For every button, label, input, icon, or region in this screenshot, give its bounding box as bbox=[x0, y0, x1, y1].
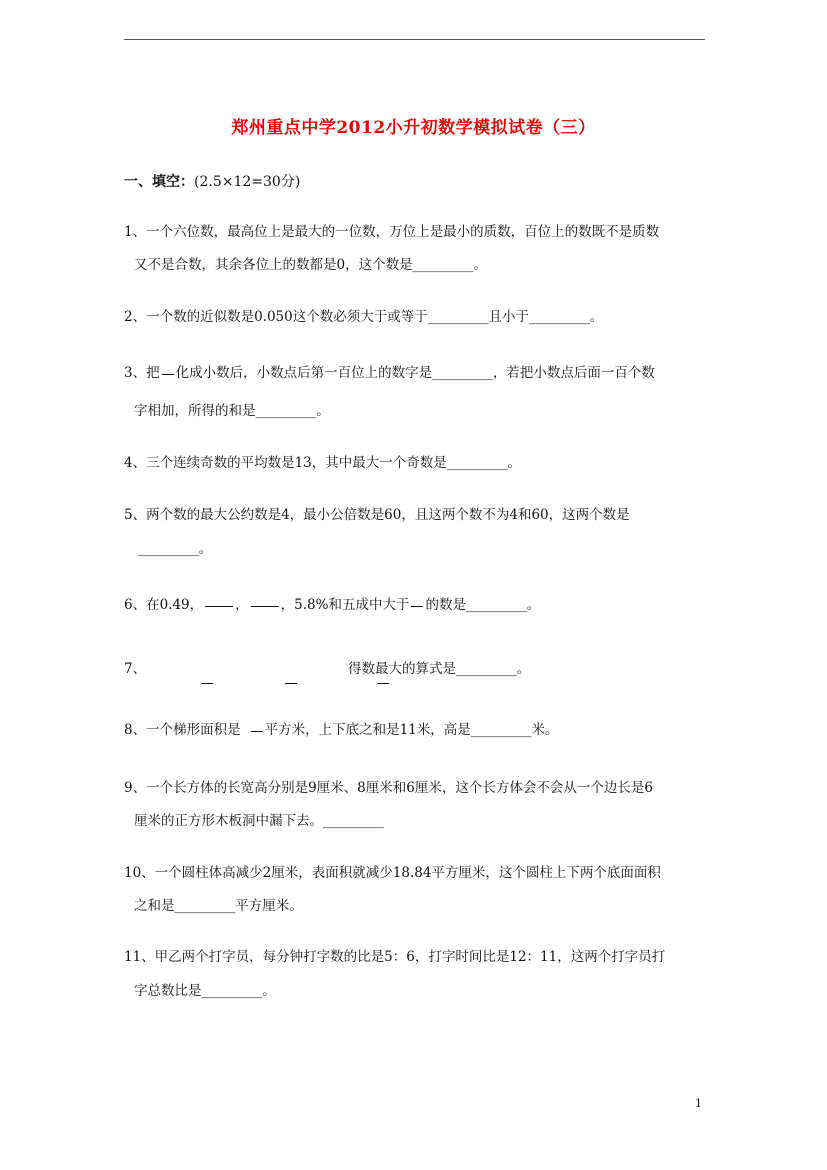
q6-part-c: ，5.8%和五成中大于 bbox=[280, 597, 410, 613]
question-11-line-1: 11、甲乙两个打字员，每分钟打字数的比是5：6，打字时间比是12：11，这两个打字员打 bbox=[124, 949, 666, 965]
page-title: 郑州重点中学2012小升初数学模拟试卷（三） bbox=[231, 118, 596, 138]
question-1-line-1: 1、一个六位数，最高位上是最大的一位数，万位上是最小的质数，百位上的数既不是质数 bbox=[124, 224, 660, 240]
question-11-line-2: 字总数比是_________。 bbox=[134, 983, 276, 999]
question-10-line-2: 之和是_________平方厘米。 bbox=[134, 898, 303, 914]
question-10-line-1: 10、一个圆柱体高减少2厘米，表面积就减少18.84平方厘米，这个圆柱上下两个底面面积 bbox=[124, 865, 661, 881]
question-5-line-2: _________。 bbox=[138, 541, 213, 557]
question-1-line-2: 又不是合数，其余各位上的数都是0，这个数是_________。 bbox=[134, 257, 487, 273]
q6-part-b: ， bbox=[235, 597, 249, 613]
section-heading bbox=[124, 171, 300, 191]
page-number: 1 bbox=[695, 1097, 702, 1110]
section-score: (2.5×12=30分) bbox=[194, 174, 301, 190]
question-5-line-1: 5、两个数的最大公约数是4，最小公倍数是60，且这两个数不为4和60，这两个数是 bbox=[124, 507, 630, 523]
fraction-blank bbox=[205, 599, 233, 607]
section-label: 一、填空： bbox=[124, 174, 194, 190]
question-3-line-1 bbox=[124, 364, 655, 382]
fraction-blank bbox=[201, 676, 213, 684]
fraction-blank bbox=[251, 724, 263, 732]
fraction-blank bbox=[162, 367, 174, 375]
question-7-label: 7、 bbox=[124, 661, 147, 677]
question-6 bbox=[124, 596, 540, 614]
q8-part-a: 8、一个梯形面积是 bbox=[124, 722, 241, 738]
question-7-text: 得数最大的算式是_________。 bbox=[348, 661, 531, 677]
question-4: 4、三个连续奇数的平均数是13，其中最大一个奇数是_________。 bbox=[124, 455, 522, 471]
question-9-line-2: 厘米的正方形木板洞中漏下去。_________ bbox=[134, 813, 384, 829]
fraction-blank bbox=[285, 676, 297, 684]
q6-part-a: 6、在0.49， bbox=[124, 597, 204, 613]
question-2: 2、一个数的近似数是0.050这个数必须大于或等于_________且小于_________。 bbox=[124, 309, 604, 325]
fraction-blank bbox=[411, 599, 423, 607]
q6-part-d: 的数是_________。 bbox=[425, 597, 541, 613]
question-3-line-2: 字相加，所得的和是_________。 bbox=[134, 403, 330, 419]
q3-part-a: 3、把 bbox=[124, 365, 160, 381]
q8-part-b: 平方米，上下底之和是11米，高是_________米。 bbox=[264, 722, 559, 738]
q3-part-b: 化成小数后，小数点后第一百位上的数字是_________，若把小数点后面一百个数 bbox=[175, 365, 655, 381]
question-8 bbox=[124, 721, 559, 739]
header-rule bbox=[124, 39, 705, 40]
fraction-blank bbox=[251, 599, 279, 607]
question-9-line-1: 9、一个长方体的长宽高分别是9厘米、8厘米和6厘米，这个长方体会不会从一个边长是6 bbox=[124, 780, 653, 796]
